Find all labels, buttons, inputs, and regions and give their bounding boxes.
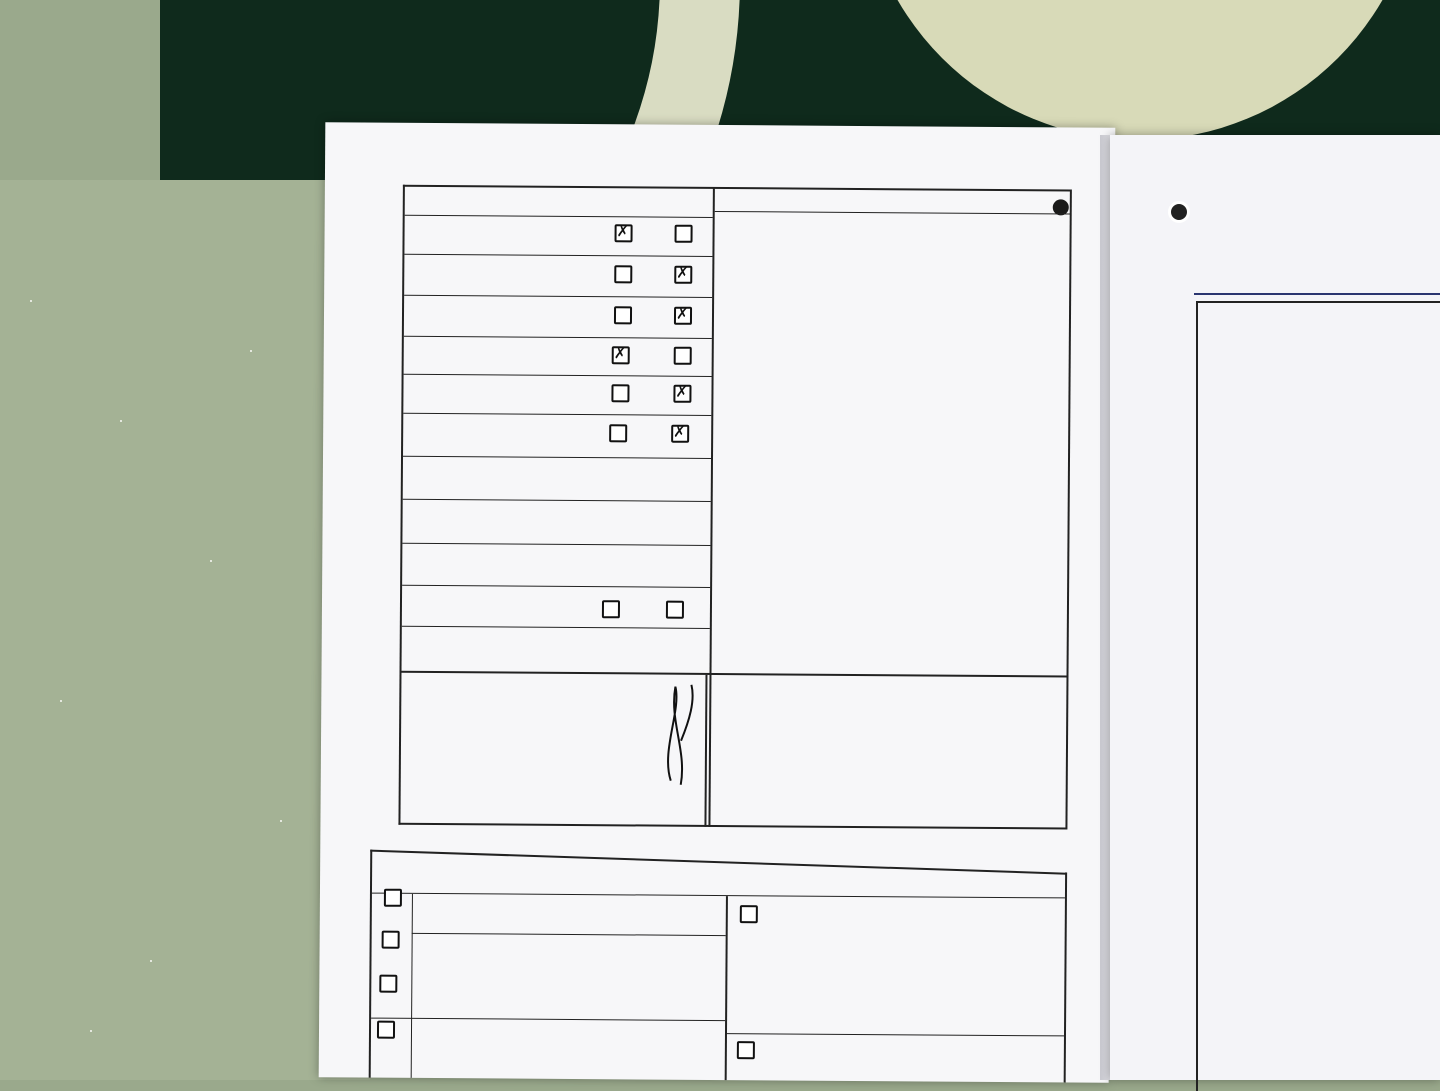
checkbox-interval1-yes[interactable] (614, 265, 632, 283)
row-line (404, 254, 712, 257)
table-border (398, 823, 1066, 830)
row-line (404, 295, 712, 298)
checkbox-inspection-no[interactable] (674, 347, 692, 365)
checkbox-recommend-no[interactable] (666, 601, 684, 619)
checkbox-next-inspection[interactable] (377, 1021, 395, 1039)
glitter (250, 350, 252, 352)
checkbox-next-interval[interactable] (382, 931, 400, 949)
checkbox-interval1-no[interactable] (674, 266, 692, 284)
row-line (727, 1033, 1064, 1036)
binding-hole (1168, 201, 1190, 223)
row-line (403, 456, 711, 459)
checkbox-interval2-yes[interactable] (614, 306, 632, 324)
row-line (404, 336, 712, 339)
glitter (120, 420, 122, 422)
checkbox-longlife-no[interactable] (671, 425, 689, 443)
glitter (280, 820, 282, 822)
background-table (0, 180, 370, 1080)
row-line (372, 893, 1065, 899)
glitter (210, 560, 212, 562)
checkbox-oil-yes[interactable] (615, 224, 633, 242)
signature (651, 681, 698, 791)
glitter (30, 300, 32, 302)
table-divider (704, 675, 707, 827)
records-border (1196, 301, 1198, 1091)
glitter (150, 960, 152, 962)
row-line (402, 543, 710, 546)
next-border (369, 850, 373, 1078)
table-divider (400, 671, 1068, 678)
checkbox-brake-yes[interactable] (611, 384, 629, 402)
row-line (371, 1018, 725, 1021)
checkbox-next-oil[interactable] (384, 889, 402, 907)
row-line (402, 626, 710, 629)
row-line (403, 413, 711, 416)
next-border (370, 850, 1067, 875)
row-line (405, 215, 713, 218)
row-line (412, 933, 726, 936)
checkbox-recommend-yes[interactable] (602, 600, 620, 618)
checkbox-next-extra[interactable] (740, 905, 758, 923)
row-line (404, 374, 712, 377)
workshop-records-page (1110, 135, 1440, 1080)
glitter (60, 700, 62, 702)
col-divider (411, 894, 413, 1078)
checkbox-interval2-no[interactable] (674, 307, 692, 325)
glitter (90, 1030, 92, 1032)
row-line (402, 585, 710, 588)
next-border (1064, 872, 1067, 1082)
checkbox-oil-no[interactable] (675, 225, 693, 243)
row-line (403, 499, 711, 502)
checkbox-inspection-yes[interactable] (612, 346, 630, 364)
records-border (1196, 301, 1440, 303)
checkbox-next-variable[interactable] (379, 975, 397, 993)
checkbox-brake-no[interactable] (673, 385, 691, 403)
col-divider (725, 896, 728, 1080)
records-underline (1194, 293, 1440, 295)
table-divider (708, 187, 714, 827)
table-border (1065, 189, 1071, 829)
checkbox-longlife-yes[interactable] (609, 424, 627, 442)
table-border (403, 185, 1071, 192)
service-page-left (319, 122, 1116, 1082)
checkbox-next-brake[interactable] (737, 1041, 755, 1059)
row-line (715, 211, 1071, 214)
table-border (398, 185, 404, 825)
